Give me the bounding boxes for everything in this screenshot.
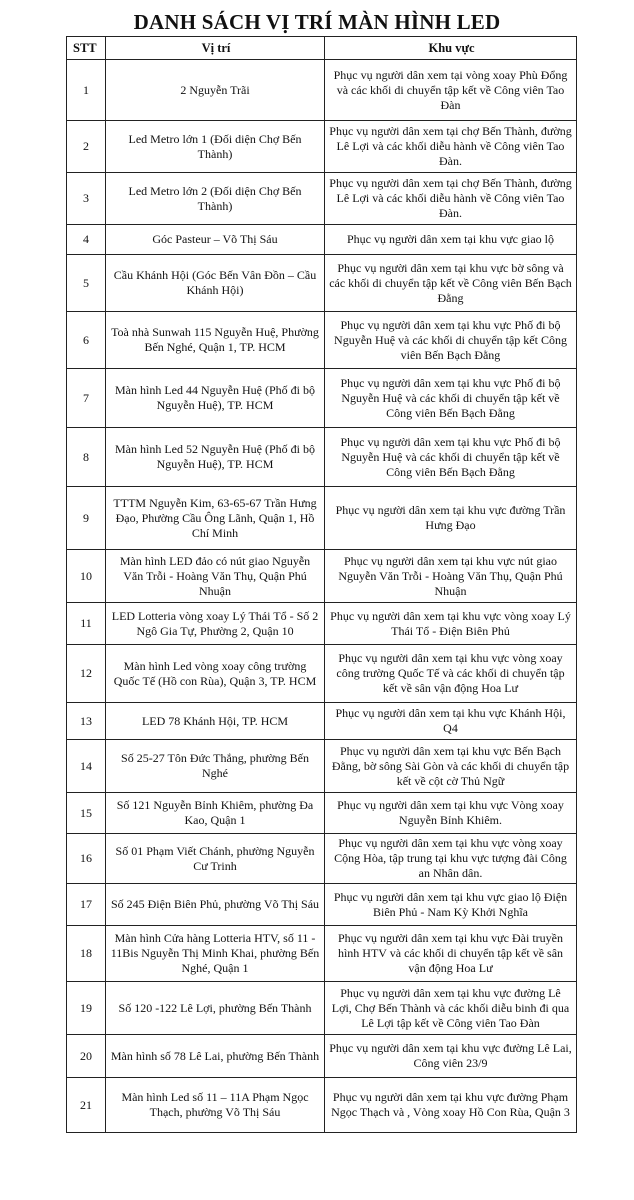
row-area: Phục vụ người dân xem tại khu vực vòng xoay Cộng Hòa, tập trung tại khu vực tượng đài Công an Nhân dân. [325, 834, 577, 884]
row-location: TTTM Nguyễn Kim, 63-65-67 Trần Hưng Đạo, Phường Cầu Ông Lãnh, Quận 1, Hồ Chí Minh [106, 487, 325, 550]
table-row [67, 173, 577, 225]
row-location: Cầu Khánh Hội (Góc Bến Vân Đồn – Cầu Khánh Hội) [106, 255, 325, 312]
row-area: Phục vụ người dân xem tại khu vực Phố đi bộ Nguyễn Huệ và các khối di chuyển tập kết về Công viên Bến Bạch Đằng [325, 369, 577, 428]
row-stt: 8 [67, 428, 106, 487]
row-area: Phục vụ người dân xem tại chợ Bến Thành, đường Lê Lợi và các khối diễu hành về Công viên Tao Đàn. [325, 121, 577, 173]
row-stt: 5 [67, 255, 106, 312]
table-row [67, 312, 577, 369]
row-area: Phục vụ người dân xem tại khu vực Phố đi bộ Nguyễn Huệ và các khối di chuyển tập kết về Công viên Bến Bạch Đằng [325, 428, 577, 487]
row-location: Màn hình Led 44 Nguyễn Huệ (Phố đi bộ Nguyễn Huệ), TP. HCM [106, 369, 325, 428]
row-stt: 20 [67, 1035, 106, 1078]
row-area: Phục vụ người dân xem tại khu vực Vòng xoay Nguyễn Bỉnh Khiêm. [325, 793, 577, 834]
table-row [67, 645, 577, 703]
row-location: Led Metro lớn 2 (Đối diện Chợ Bến Thành) [106, 173, 325, 225]
row-location: Led Metro lớn 1 (Đối diện Chợ Bến Thành) [106, 121, 325, 173]
row-location: Màn hình số 78 Lê Lai, phường Bến Thành [106, 1035, 325, 1078]
row-location: Số 01 Phạm Viết Chánh, phường Nguyễn Cư Trinh [106, 834, 325, 884]
table-row [67, 121, 577, 173]
table-row [67, 884, 577, 926]
row-stt: 3 [67, 173, 106, 225]
row-stt: 2 [67, 121, 106, 173]
row-location: Số 120 -122 Lê Lợi, phường Bến Thành [106, 982, 325, 1035]
row-location: 2 Nguyễn Trãi [106, 60, 325, 121]
led-location-table [66, 36, 577, 1133]
row-location: Toà nhà Sunwah 115 Nguyễn Huệ, Phường Bến Nghé, Quận 1, TP. HCM [106, 312, 325, 369]
table-row [67, 926, 577, 982]
row-stt: 4 [67, 225, 106, 255]
row-stt: 12 [67, 645, 106, 703]
row-location: Màn hình LED đảo có nút giao Nguyễn Văn Trỗi - Hoàng Văn Thụ, Quận Phú Nhuận [106, 550, 325, 603]
table-row [67, 60, 577, 121]
row-area: Phục vụ người dân xem tại khu vực đường Phạm Ngọc Thạch và , Vòng xoay Hồ Con Rùa, Quận 3 [325, 1078, 577, 1133]
row-stt: 1 [67, 60, 106, 121]
table-header-row [67, 37, 577, 60]
row-stt: 17 [67, 884, 106, 926]
row-location: Góc Pasteur – Võ Thị Sáu [106, 225, 325, 255]
row-area: Phục vụ người dân xem tại vòng xoay Phù Đổng và các khối di chuyển tập kết về Công viên Tao Đàn [325, 60, 577, 121]
header-location: Vị trí [106, 37, 325, 60]
header-area: Khu vực [325, 37, 577, 60]
row-stt: 14 [67, 740, 106, 793]
row-stt: 13 [67, 703, 106, 740]
row-stt: 15 [67, 793, 106, 834]
row-location: Số 121 Nguyễn Bỉnh Khiêm, phường Đa Kao, Quận 1 [106, 793, 325, 834]
row-location: Màn hình Led số 11 – 11A Phạm Ngọc Thạch, phường Võ Thị Sáu [106, 1078, 325, 1133]
row-stt: 11 [67, 603, 106, 645]
row-area: Phục vụ người dân xem tại khu vực Đài truyền hình HTV và các khối di chuyển tập kết về sân vận động Hoa Lư [325, 926, 577, 982]
row-location: LED Lotteria vòng xoay Lý Thái Tổ - Số 2 Ngô Gia Tự, Phường 2, Quận 10 [106, 603, 325, 645]
row-location: Màn hình Cửa hàng Lotteria HTV, số 11 - 11Bis Nguyễn Thị Minh Khai, phường Bến Nghé, Quận 1 [106, 926, 325, 982]
table-row [67, 1035, 577, 1078]
table-row [67, 487, 577, 550]
table-row [67, 703, 577, 740]
header-stt: STT [67, 37, 106, 60]
page-title: DANH SÁCH VỊ TRÍ MÀN HÌNH LED [133, 10, 501, 34]
row-location: Màn hình Led vòng xoay công trường Quốc Tế (Hồ con Rùa), Quận 3, TP. HCM [106, 645, 325, 703]
row-area: Phục vụ người dân xem tại khu vực vòng xoay công trường Quốc Tế và các khối di chuyển tập kết về sân vận động Hoa Lư [325, 645, 577, 703]
row-area: Phục vụ người dân xem tại khu vực đường Lê Lai, Công viên 23/9 [325, 1035, 577, 1078]
table-row [67, 982, 577, 1035]
row-area: Phục vụ người dân xem tại khu vực giao lộ Điện Biên Phủ - Nam Kỳ Khởi Nghĩa [325, 884, 577, 926]
row-location: Số 245 Điện Biên Phủ, phường Võ Thị Sáu [106, 884, 325, 926]
row-stt: 7 [67, 369, 106, 428]
table-row [67, 834, 577, 884]
table-row [67, 740, 577, 793]
table-row [67, 1078, 577, 1133]
table-row [67, 225, 577, 255]
row-location: Màn hình Led 52 Nguyễn Huệ (Phố đi bộ Nguyễn Huệ), TP. HCM [106, 428, 325, 487]
row-area: Phục vụ người dân xem tại khu vực Bến Bạch Đằng, bờ sông Sài Gòn và các khối di chuyển tập kết về cột cờ Thủ Ngữ [325, 740, 577, 793]
row-area: Phục vụ người dân xem tại khu vực Phố đi bộ Nguyễn Huệ và các khối di chuyển tập kết Công viên Bến Bạch Đằng [325, 312, 577, 369]
row-stt: 6 [67, 312, 106, 369]
table-row [67, 369, 577, 428]
row-location: Số 25-27 Tôn Đức Thắng, phường Bến Nghé [106, 740, 325, 793]
row-stt: 10 [67, 550, 106, 603]
row-stt: 21 [67, 1078, 106, 1133]
table-row [67, 428, 577, 487]
row-area: Phục vụ người dân xem tại chợ Bến Thành, đường Lê Lợi và các khối diễu hành về Công viên Tao Đàn. [325, 173, 577, 225]
row-area: Phục vụ người dân xem tại khu vực đường Lê Lợi, Chợ Bến Thành và các khối diễu binh đi qua Lê Lợi tập kết về Công viên Tao Đàn [325, 982, 577, 1035]
row-area: Phục vụ người dân xem tại khu vực bờ sông và các khối di chuyển tập kết về Công viên Bến Bạch Đằng [325, 255, 577, 312]
row-stt: 19 [67, 982, 106, 1035]
table-row [67, 603, 577, 645]
row-stt: 9 [67, 487, 106, 550]
table-row [67, 550, 577, 603]
row-stt: 16 [67, 834, 106, 884]
row-area: Phục vụ người dân xem tại khu vực Khánh Hội, Q4 [325, 703, 577, 740]
table-row [67, 793, 577, 834]
row-area: Phục vụ người dân xem tại khu vực nút giao Nguyễn Văn Trỗi - Hoàng Văn Thụ, Quận Phú Nhuận [325, 550, 577, 603]
table-row [67, 255, 577, 312]
table-body [67, 60, 577, 1133]
row-stt: 18 [67, 926, 106, 982]
row-location: LED 78 Khánh Hội, TP. HCM [106, 703, 325, 740]
row-area: Phục vụ người dân xem tại khu vực giao lộ [325, 225, 577, 255]
row-area: Phục vụ người dân xem tại khu vực đường Trần Hưng Đạo [325, 487, 577, 550]
row-area: Phục vụ người dân xem tại khu vực vòng xoay Lý Thái Tổ - Điện Biên Phủ [325, 603, 577, 645]
